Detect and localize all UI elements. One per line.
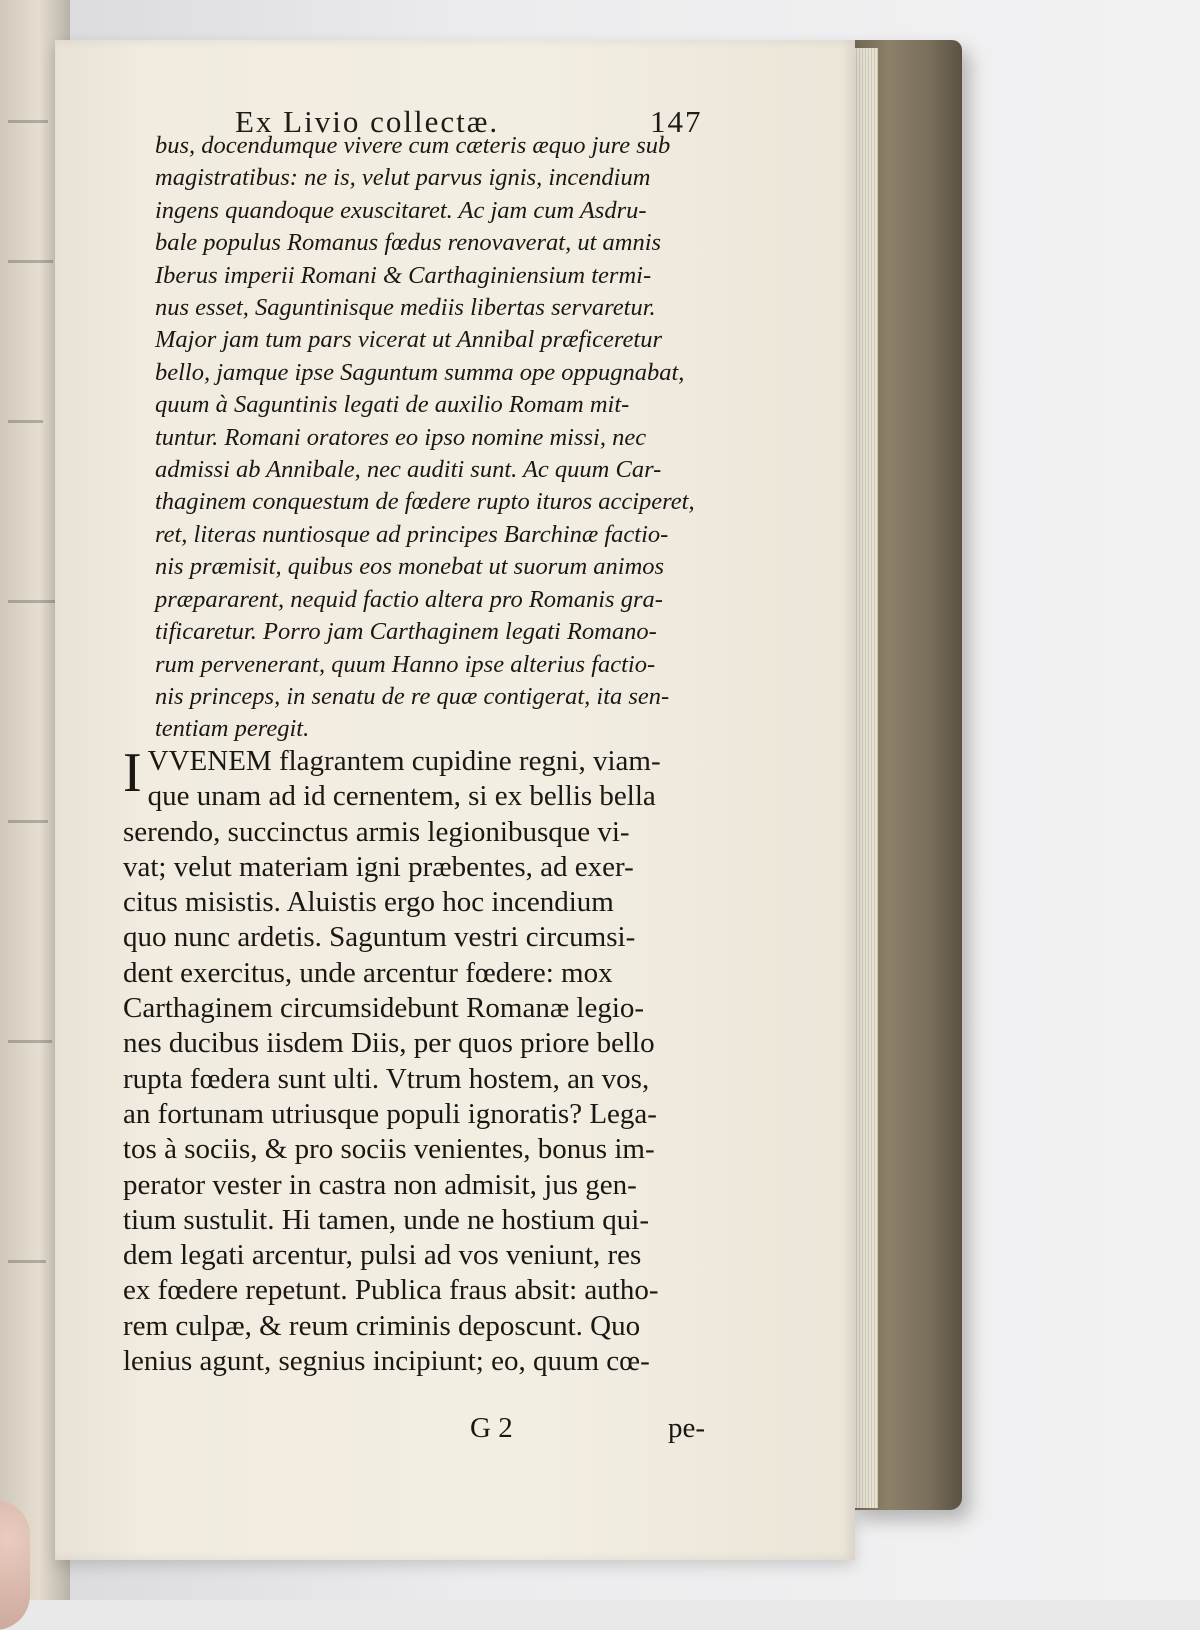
text-line: nes ducibus iisdem Diis, per quos priore bello (123, 1027, 655, 1060)
left-page-text-fragment (8, 1040, 52, 1043)
catchword: pe- (668, 1412, 706, 1444)
text-line: tium sustulit. Hi tamen, unde ne hostium qui- (123, 1203, 649, 1236)
text-line: præpararent, nequid factio altera pro Romanis gra- (155, 585, 663, 613)
text-line: tentiam peregit. (155, 715, 310, 743)
left-page-text-fragment (8, 260, 53, 263)
text-line: VVENEM flagrantem cupidine regni, viam- (147, 745, 661, 777)
text-line: bale populus Romanus fœdus renovaverat, ut amnis (155, 229, 662, 257)
text-line: nus esset, Saguntinisque mediis libertas servaretur. (155, 294, 656, 322)
page-number: 147 (650, 104, 703, 139)
text-line: bus, docendumque vivere cum cæteris æquo jure sub (155, 132, 671, 159)
book-page (55, 40, 855, 1560)
signature-mark: G 2 (470, 1412, 513, 1444)
drop-cap: I (123, 742, 142, 804)
text-line: lenius agunt, segnius incipiunt; eo, quum cœ- (123, 1345, 650, 1378)
text-line: bello, jamque ipse Saguntum summa ope oppugnabat, (155, 358, 685, 386)
text-line: quo nunc ardetis. Saguntum vestri circumsi- (123, 921, 636, 954)
text-line: rupta fœdera sunt ulti. Vtrum hostem, an vos, (123, 1062, 650, 1095)
text-line: tificaretur. Porro jam Carthaginem legati Romano- (155, 618, 657, 646)
left-page-text-fragment (8, 1260, 46, 1263)
text-line: serendo, succinctus armis legionibusque vi- (123, 815, 630, 848)
text-line: dem legati arcentur, pulsi ad vos veniunt, res (123, 1239, 642, 1272)
text-line: ret, literas nuntiosque ad principes Barchinæ factio- (155, 520, 669, 548)
speech-text (123, 744, 783, 1379)
text-line: rum pervenerant, quum Hanno ipse alterius factio- (155, 650, 656, 678)
text-line: an fortunam utriusque populi ignoratis? Lega- (123, 1097, 657, 1130)
text-line: Major jam tum pars vicerat ut Annibal præficeretur (155, 326, 662, 354)
running-head-title: Ex Livio collectæ. (235, 104, 500, 139)
text-line: que unam ad id cernentem, si ex bellis bella (147, 780, 656, 813)
text-line: perator vester in castra non admisit, jus gen- (123, 1168, 637, 1201)
text-line: thaginem conquestum de fœdere rupto ituros acciperet, (155, 488, 695, 516)
text-line: ingens quandoque exuscitaret. Ac jam cum Asdru- (155, 196, 647, 224)
text-line: nis princeps, in senatu de re quæ contigerat, ita sen- (155, 682, 670, 710)
text-line: tos à sociis, & pro sociis venientes, bonus im- (123, 1133, 655, 1166)
text-line: magistratibus: ne is, velut parvus ignis, incendium (155, 164, 651, 192)
left-page-text-fragment (8, 120, 48, 123)
text-line: citus misistis. Aluistis ergo hoc incendium (123, 886, 614, 919)
text-line: Carthaginem circumsidebunt Romanæ legio- (123, 992, 645, 1025)
left-page-text-fragment (8, 600, 56, 603)
italic-summary-text (155, 130, 795, 746)
text-line: tuntur. Romani oratores eo ipso nomine missi, nec (155, 423, 647, 451)
text-line: ex fœdere repetunt. Publica fraus absit: autho- (123, 1274, 659, 1307)
text-line: rem culpæ, & reum criminis deposcunt. Quo (123, 1309, 641, 1342)
text-line: Iberus imperii Romani & Carthaginiensium termi- (155, 261, 652, 289)
left-page-text-fragment (8, 420, 43, 423)
text-line: dent exercitus, unde arcentur fœdere: mox (123, 956, 613, 989)
text-line: vat; velut materiam igni præbentes, ad exer- (123, 850, 634, 883)
text-line: quum à Saguntinis legati de auxilio Romam mit- (155, 391, 630, 419)
text-line: nis præmisit, quibus eos monebat ut suorum animos (155, 553, 665, 581)
left-page-text-fragment (8, 820, 48, 823)
finger (0, 1500, 30, 1630)
text-line: admissi ab Annibale, nec auditi sunt. Ac quum Car- (155, 456, 662, 484)
